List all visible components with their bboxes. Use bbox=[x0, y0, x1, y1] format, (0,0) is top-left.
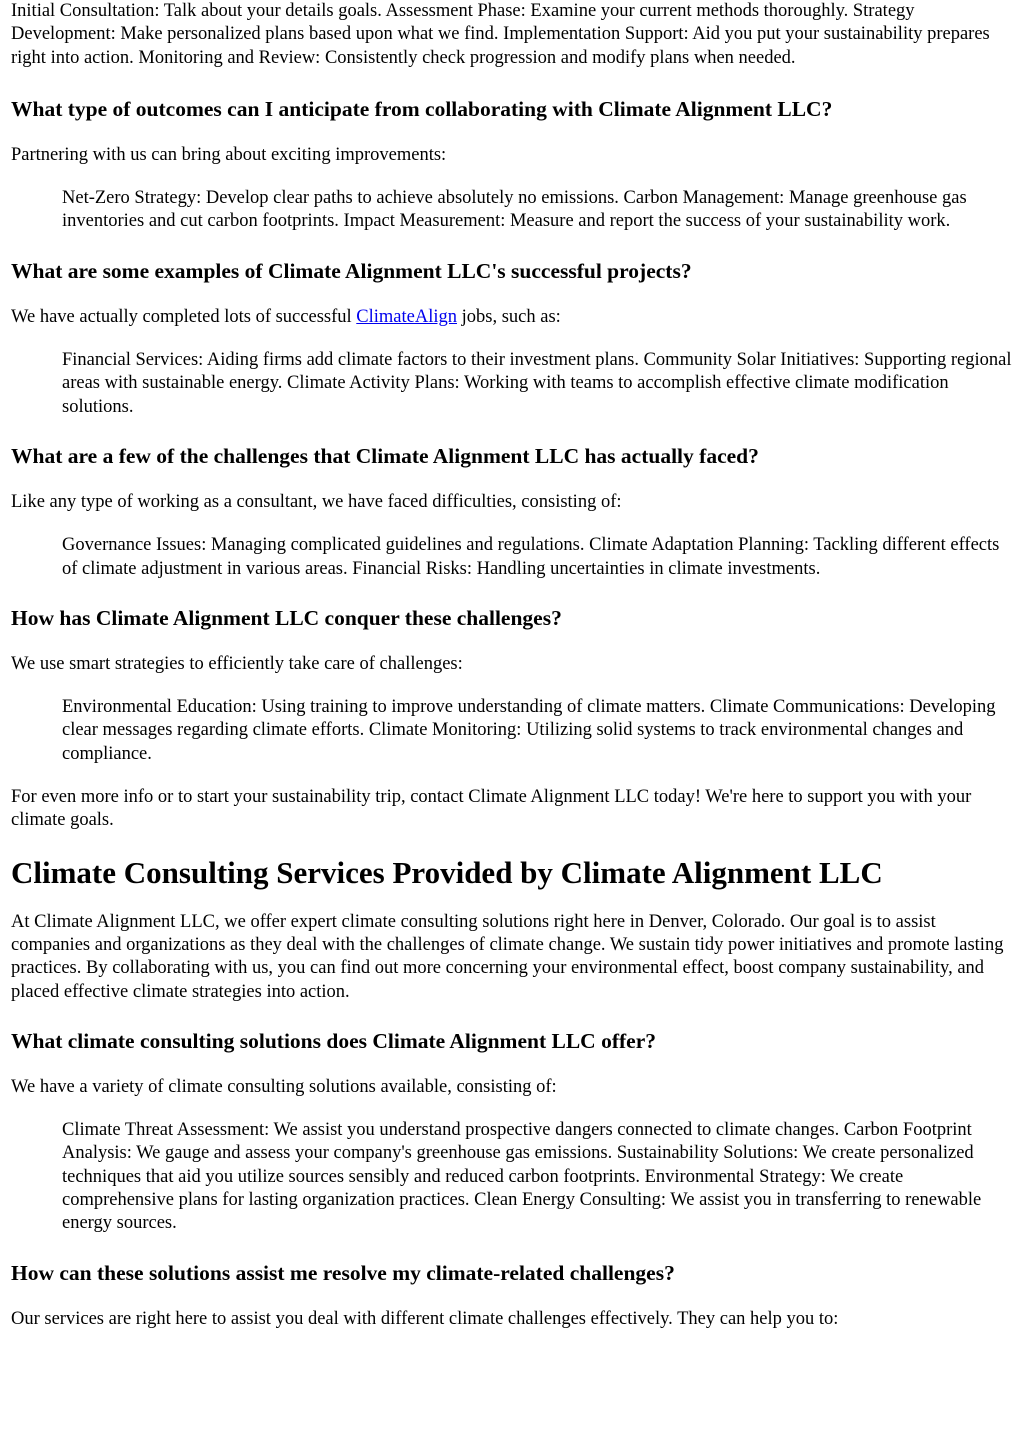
resolve-heading: How can these solutions assist me resolve my climate-related challenges? bbox=[11, 1260, 675, 1285]
challenges-quote: Governance Issues: Managing complicated guidelines and regulations. Climate Adaptation Planning: Tackling different effects of climate adjustment in various areas. Financial Risks: Handling uncertainties in climate investments. bbox=[62, 535, 1000, 579]
offer-quote: Climate Threat Assessment: We assist you understand prospective dangers connected to climate changes. Carbon Footprint Analysis: We gauge and assess your company's greenhouse gas emissions. Sustainability Solutions: We create personalized techniques that aid you utilize sources sensibly and reduced carbon footprints. Environmental Strategy: We create comprehensive plans for lasting organization practices. Clean Energy Consulting: We assist you in transferring to renewable energy sources. bbox=[62, 1120, 982, 1234]
offer-lead: We have a variety of climate consulting solutions available, consisting of: bbox=[11, 1076, 557, 1097]
conquer-quote: Environmental Education: Using training to improve understanding of climate matters. Climate Communications: Developing clear messages regarding climate efforts. Climate Monitoring: Utilizing solid systems to track environmental changes and compliance. bbox=[62, 697, 996, 764]
services-heading: Climate Consulting Services Provided by Climate Alignment LLC bbox=[11, 854, 883, 890]
intro-paragraph: Initial Consultation: Talk about your details goals. Assessment Phase: Examine your current methods thoroughly. Strategy Development: Make personalized plans based upon what we find. Implementation Support: Aid you put your sustainability prepares right into action. Monitoring and Review: Consistently check progression and modify plans when needed. bbox=[11, 1, 990, 68]
services-paragraph: At Climate Alignment LLC, we offer expert climate consulting solutions right here in Denver, Colorado. Our goal is to assist companies and organizations as they deal with the challenges of climate change. We sustain tidy power initiatives and promote lasting practices. By collaborating with us, you can find out more concerning your environmental effect, boost company sustainability, and placed effective climate strategies into action. bbox=[11, 911, 1004, 1002]
projects-lead-after: jobs, such as: bbox=[457, 306, 561, 327]
conquer-lead: We use smart strategies to efficiently take care of challenges: bbox=[11, 653, 463, 674]
conquer-heading: How has Climate Alignment LLC conquer these challenges? bbox=[11, 605, 562, 630]
challenges-lead: Like any type of working as a consultant, we have faced difficulties, consisting of: bbox=[11, 491, 622, 512]
contact-paragraph: For even more info or to start your sustainability trip, contact Climate Alignment LLC today! We're here to support you with your climate goals. bbox=[11, 787, 972, 831]
challenges-heading: What are a few of the challenges that Climate Alignment LLC has actually faced? bbox=[11, 443, 759, 468]
climatealign-link[interactable]: ClimateAlign bbox=[356, 306, 457, 327]
resolve-lead: Our services are right here to assist you deal with different climate challenges effectively. They can help you to: bbox=[11, 1308, 839, 1329]
outcomes-heading: What type of outcomes can I anticipate from collaborating with Climate Alignment LLC? bbox=[11, 96, 833, 121]
projects-lead-before: We have actually completed lots of successful bbox=[11, 306, 357, 327]
offer-heading: What climate consulting solutions does Climate Alignment LLC offer? bbox=[11, 1028, 656, 1053]
projects-heading: What are some examples of Climate Alignment LLC's successful projects? bbox=[11, 258, 692, 283]
outcomes-quote: Net-Zero Strategy: Develop clear paths to achieve absolutely no emissions. Carbon Management: Manage greenhouse gas inventories and cut carbon footprints. Impact Measurement: Measure and report the success of your sustainability work. bbox=[62, 188, 967, 232]
outcomes-lead: Partnering with us can bring about exciting improvements: bbox=[11, 144, 447, 165]
projects-quote: Financial Services: Aiding firms add climate factors to their investment plans. Community Solar Initiatives: Supporting regional areas with sustainable energy. Climate Activity Plans: Working with teams to accomplish effective climate modification solutions. bbox=[62, 350, 1012, 417]
projects-lead bbox=[11, 306, 1014, 329]
